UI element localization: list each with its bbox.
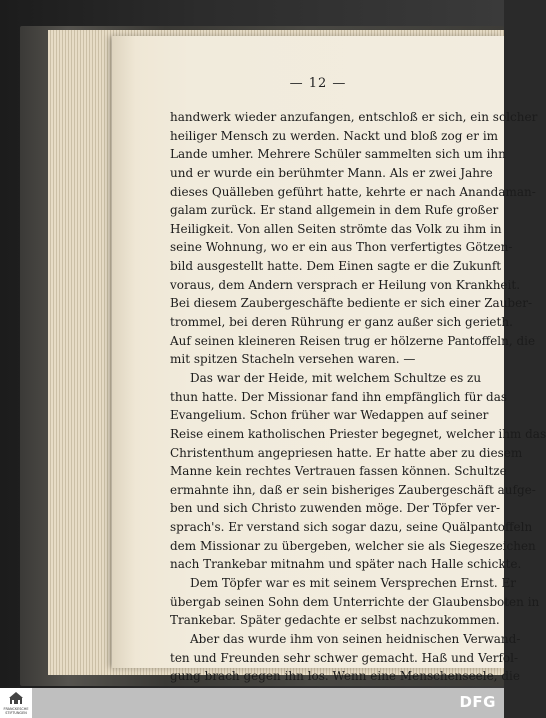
text-line: bild ausgestellt hatte. Dem Einen sagte er die Zukunft: [170, 259, 502, 274]
text-line: Dem Töpfer war es mit seinem Versprechen Ernst. Er: [190, 576, 516, 591]
text-line: Auf seinen kleineren Reisen trug er hölzerne Pantoffeln, die: [170, 333, 536, 348]
text-line: dieses Quälleben geführt hatte, kehrte er nach Anandaman-: [170, 184, 536, 199]
text-line: Evangelium. Schon früher war Wedappen auf seiner: [170, 408, 489, 423]
dfg-logo: DFG: [459, 693, 496, 711]
text-line: Lande umher. Mehrere Schüler sammelten sich um ihn: [170, 147, 506, 162]
page-body-text: [170, 108, 546, 686]
text-line: Heiligkeit. Von allen Seiten strömte das Volk zu ihm in: [170, 221, 502, 236]
institution-logo: [0, 688, 32, 718]
text-line: Christenthum angepriesen hatte. Er hatte aber zu diesem: [170, 445, 523, 460]
text-line: dem Missionar zu übergeben, welcher sie als Siegeszeichen: [170, 538, 536, 553]
text-line: Reise einem katholischen Priester begegnet, welcher ihm das: [170, 426, 546, 441]
text-line: ten und Freunden sehr schwer gemacht. Haß und Verfol-: [170, 650, 519, 665]
text-line: Manne kein rechtes Vertrauen fassen können. Schultze: [170, 464, 507, 479]
text-line: handwerk wieder anzufangen, entschloß er sich, ein solcher: [170, 110, 538, 124]
foundation-logo-icon: [9, 691, 23, 705]
text-line: nach Trankebar mitnahm und später nach Halle schickte.: [170, 557, 522, 572]
text-line: seine Wohnung, wo er ein aus Thon verfertigtes Götzen-: [170, 240, 513, 255]
text-line: Bei diesem Zaubergeschäfte bediente er sich einer Zauber-: [170, 296, 533, 311]
text-line: Aber das wurde ihm von seinen heidnischen Verwand-: [190, 631, 521, 646]
text-line: heiliger Mensch zu werden. Nackt und bloß zog er im: [170, 128, 499, 143]
footer-bar: [0, 688, 504, 718]
logo-text: FRANCKESCHE STIFTUNGEN: [3, 707, 29, 715]
text-line: und er wurde ein berühmter Mann. Als er zwei Jahre: [170, 165, 493, 180]
text-line: sprach's. Er verstand sich sogar dazu, seine Quälpantoffeln: [170, 520, 533, 535]
text-line: Das war der Heide, mit welchem Schultze es zu: [190, 370, 482, 385]
text-line: thun hatte. Der Missionar fand ihn empfänglich für das: [170, 389, 508, 404]
page-number: — 12 —: [289, 76, 347, 91]
text-line: mit spitzen Stacheln versehen waren. —: [170, 352, 416, 367]
text-line: ben und sich Christo zuwenden möge. Der Töpfer ver-: [170, 501, 501, 516]
text-line: ermahnte ihn, daß er sein bisheriges Zaubergeschäft aufge-: [170, 482, 536, 497]
text-line: galam zurück. Er stand allgemein in dem Rufe großer: [170, 203, 499, 218]
text-line: gung brach gegen ihn los. Wenn eine Menschenseele, die: [170, 669, 520, 684]
text-line: übergab seinen Sohn dem Unterrichte der Glaubensboten in: [170, 594, 540, 609]
text-line: trommel, bei deren Rührung er ganz außer sich gerieth.: [170, 315, 513, 330]
text-line: Trankebar. Später gedachte er selbst nachzukommen.: [170, 613, 500, 628]
text-line: voraus, dem Andern versprach er Heilung von Krankheit.: [170, 277, 521, 292]
